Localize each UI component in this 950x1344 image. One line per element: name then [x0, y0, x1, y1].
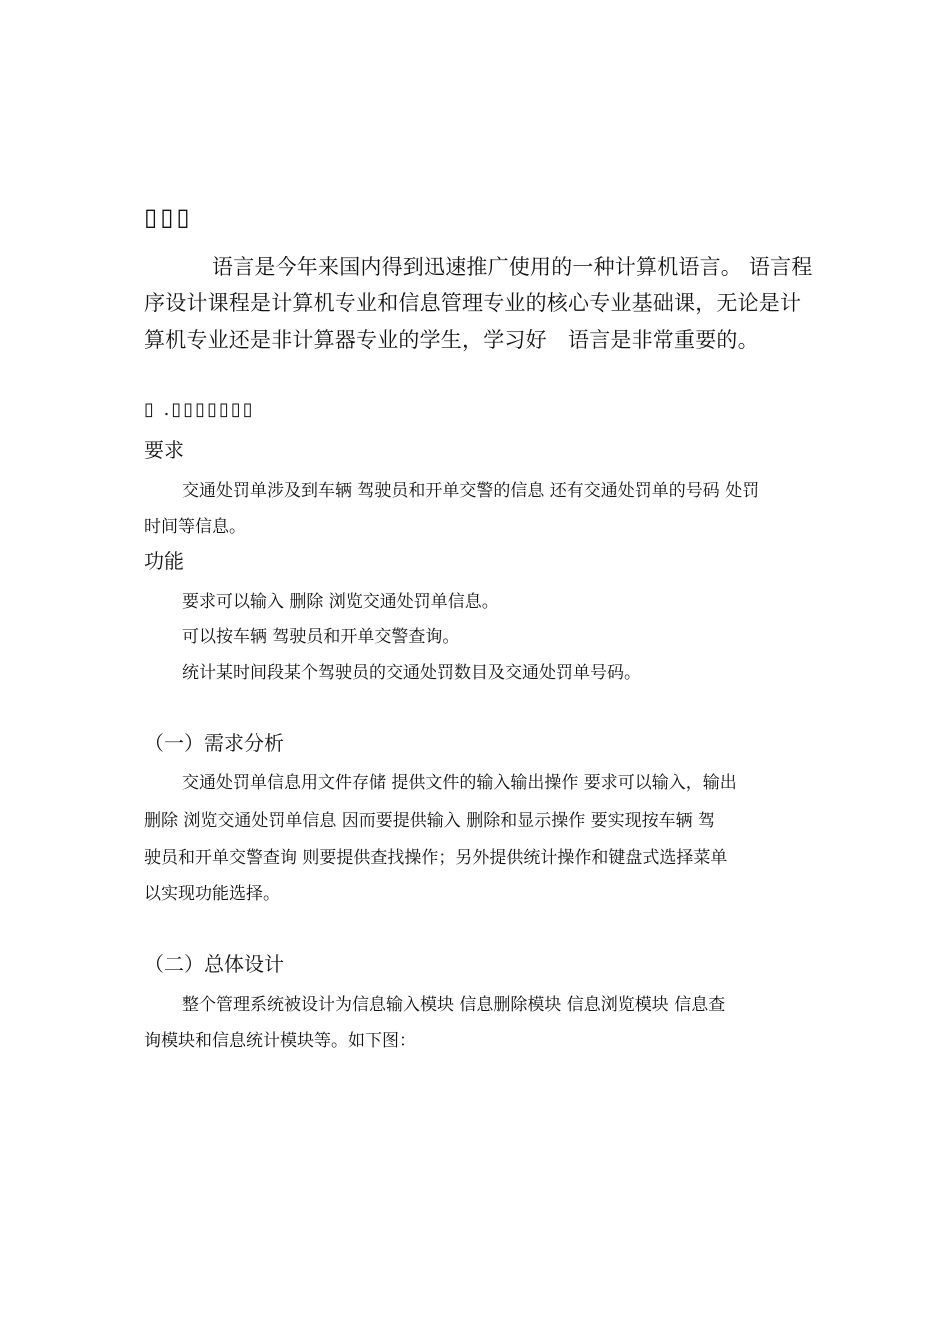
analysis-line-1: 交通处罚单信息用文件存储 提供文件的输入输出操作 要求可以输入，输出: [182, 773, 737, 793]
analysis-line-3: 驶员和开单交警查询 则要提供查找操作；另外提供统计操作和键盘式选择菜单: [144, 848, 728, 868]
intro-line-1: 语言是今年来国内得到迅速推广使用的一种计算机语言。 语言程: [212, 255, 813, 279]
analysis-line-4: 以实现功能选择。: [144, 884, 280, 904]
analysis-line-2: 删除 浏览交通处罚单信息 因而要提供输入 删除和显示操作 要实现按车辆 驾: [144, 811, 716, 831]
functions-item-1: 要求可以输入 删除 浏览交通处罚单信息。: [182, 592, 499, 612]
design-line-2: 询模块和信息统计模块等。如下图：: [144, 1031, 416, 1051]
requirements-line-1: 交通处罚单涉及到车辆 驾驶员和开单交警的信息 还有交通处罚单的号码 处罚: [182, 481, 760, 501]
requirements-heading: 要求: [144, 438, 184, 462]
functions-heading: 功能: [144, 549, 184, 573]
section-title: ▯ .▯▯▯▯▯▯▯: [144, 399, 255, 420]
analysis-heading: （一）需求分析: [144, 731, 284, 755]
requirements-line-2: 时间等信息。: [144, 517, 246, 537]
design-line-1: 整个管理系统被设计为信息输入模块 信息删除模块 信息浏览模块 信息查: [182, 995, 726, 1015]
functions-item-2: 可以按车辆 驾驶员和开单交警查询。: [182, 627, 460, 647]
document-title: ▯▯▯: [144, 203, 193, 231]
functions-item-3: 统计某时间段某个驾驶员的交通处罚数目及交通处罚单号码。: [182, 663, 641, 683]
intro-line-2: 序设计课程是计算机专业和信息管理专业的核心专业基础课，无论是计: [144, 291, 802, 315]
design-heading: （二）总体设计: [144, 952, 284, 976]
intro-line-3: 算机专业还是非计算器专业的学生，学习好 语言是非常重要的。: [144, 328, 759, 352]
